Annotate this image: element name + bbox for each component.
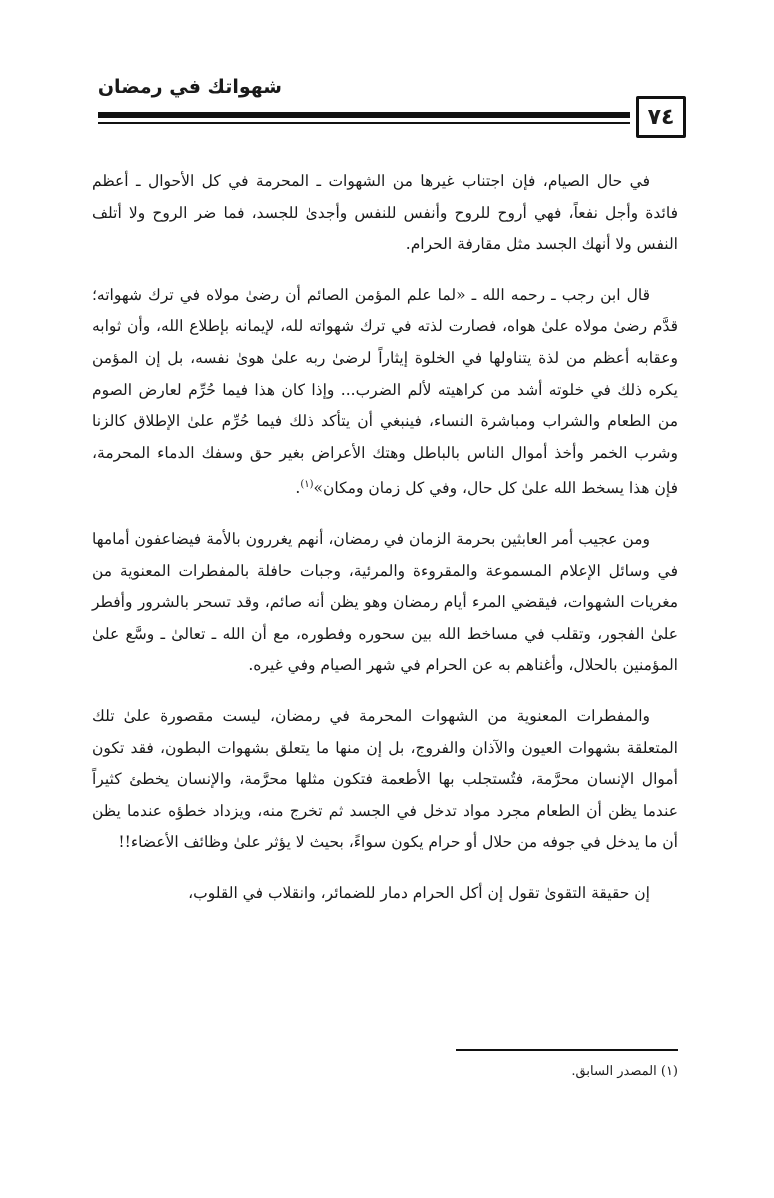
header-rule-thin (98, 122, 630, 124)
paragraph-3: ومن عجيب أمر العابثين بحرمة الزمان في رمضان، أنهم يغررون بالأمة فيضاعفون أمامها في وسائل الإعلام المسموعة والمقروءة والمرئية، وجبات حافلة بالمفطرات المعنوية من مغريات الشهوات، فيقضي المرء أيام رمضان وهو يظن أنه صائم، وقد تسحر بالشرور وأفطر علىٰ الفجور، وتقلب في مساخط الله بين سحوره وفطوره، مع أن الله ـ تعالىٰ ـ وسَّع علىٰ المؤمنين بالحلال، وأغناهم به عن الحرام في شهر الصيام وفي غيره. (92, 530, 678, 675)
page-number: ٧٤ (636, 96, 686, 138)
paragraph-2 (92, 280, 678, 505)
footnote-marker: (١) (300, 479, 314, 491)
paragraph-2-end: . (295, 479, 301, 498)
paragraph-5: إن حقيقة التقوىٰ تقول إن أكل الحرام دمار للضمائر، وانقلاب في القلوب، (188, 884, 650, 903)
footnote: (١) المصدر السابق. (571, 1064, 678, 1079)
footnote-rule (456, 1049, 678, 1051)
running-title: شهواتك في رمضان (97, 76, 282, 98)
paragraph-1: في حال الصيام، فإن اجتناب غيرها من الشهوات ـ المحرمة في كل الأحوال ـ أعظم فائدة وأجل نفعاً، فهي أروح للروح وأنفس للنفس وأجدىٰ للجسد، فما ضر الروح ولا أتلف النفس ولا أنهك الجسد مثل مقارفة الحرام. (92, 172, 678, 254)
paragraph-2-text: قال ابن رجب ـ رحمه الله ـ «لما علم المؤمن الصائم أن رضىٰ مولاه في ترك شهواته؛ قدَّم رضىٰ مولاه علىٰ هواه، فصارت لذته في ترك شهواته لله، لإيمانه بإطلاع الله، وأن ثوابه وعقابه أعظم من لذة يتناولها في الخلوة إيثاراً لرضىٰ ربه علىٰ هوىٰ نفسه، بل إن المؤمن يكره ذلك في خلوته أشد من كراهيته لألم الضرب... وإذا كان هذا فيما حُرِّم لعارض الصوم من الطعام والشراب ومباشرة النساء، فينبغي أن يتأكد ذلك فيما حُرِّم علىٰ الإطلاق كالزنا وشرب الخمر وأخذ أموال الناس بالباطل وهتك الأعراض بغير حق وسفك الدماء المحرمة، فإن هذا يسخط الله علىٰ كل حال، وفي كل زمان ومكان» (92, 285, 678, 498)
header-rule-thick (98, 112, 630, 118)
paragraph-4: والمفطرات المعنوية من الشهوات المحرمة في رمضان، ليست مقصورة علىٰ تلك المتعلقة بشهوات العيون والآذان والفروج، بل إن منها ما يتعلق بشهوات البطون، فقد تكون أموال الإنسان محرَّمة، فتُستجلب بها الأطعمة فتكون مثلها محرَّمة، والإنسان يخطئ كثيراً عندما يظن أن الطعام مجرد مواد تدخل في الجسد ثم تخرج منه، ويزداد خطؤه عندما يظن أن ما يدخل في جوفه من حلال أو حرام يكون سواءً، بحيث لا يؤثر علىٰ وظائف الأعضاء!! (92, 707, 678, 852)
body-text (92, 166, 678, 929)
